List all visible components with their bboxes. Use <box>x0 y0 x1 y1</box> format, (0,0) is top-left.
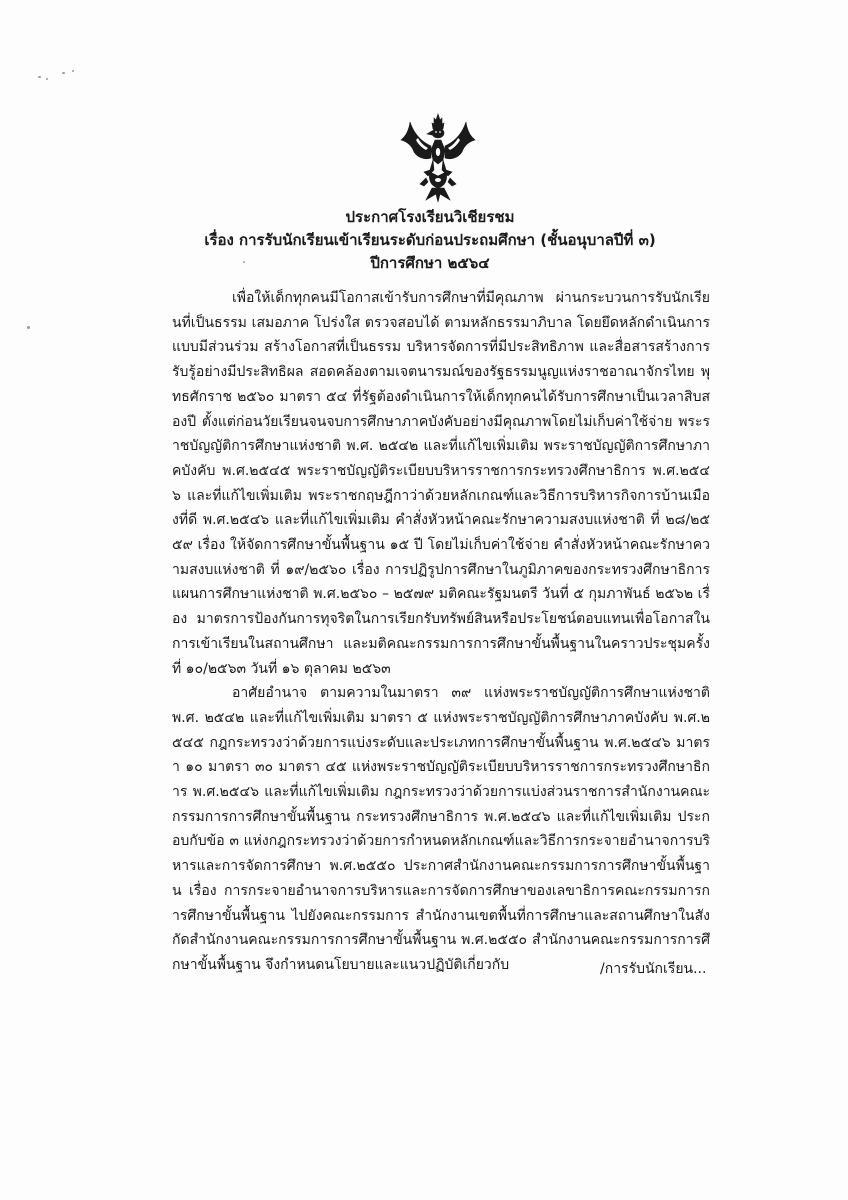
scan-speck <box>27 326 30 329</box>
body-paragraph-2: อาศัยอำนาจ ตามความในมาตรา ๓๙ แห่งพระราชบัญญัติการศึกษาแห่งชาติ พ.ศ. ๒๕๔๒ และที่แก้ไขเพิ่มเติม มาตรา ๕ แห่งพระราชบัญญัติการศึกษาภาคบังคับ พ.ศ.๒๕๔๕ กฎกระทรวงว่าด้วยการแบ่งระดับและประเภทการศึกษาขั้นพื้นฐาน พ.ศ.๒๕๔๖ มาตรา ๑๐ มาตรา ๓๐ มาตรา ๔๕ แห่งพระราชบัญญัติระเบียบบริหารราชการกระทรวงศึกษาธิการ พ.ศ.๒๕๔๖ และที่แก้ไขเพิ่มเติม กฎกระทรวงว่าด้วยการแบ่งส่วนราชการสำนักงานคณะกรรมการการศึกษาขั้นพื้นฐาน กระทรวงศึกษาธิการ พ.ศ.๒๕๔๖ และที่แก้ไขเพิ่มเติม ประกอบกับข้อ ๓ แห่งกฎกระทรวงว่าด้วยการกำหนดหลักเกณฑ์และวิธีการกระจายอำนาจการบริหารและการจัดการศึกษา พ.ศ.๒๕๕๐ ประกาศสำนักงานคณะกรรมการการศึกษาขั้นพื้นฐาน เรื่อง การกระจายอำนาจการบริหารและการจัดการศึกษาของเลขาธิการคณะกรรมการการศึกษาขั้นพื้นฐาน ไปยังคณะกรรมการ สำนักงานเขตพื้นที่การศึกษาและสถานศึกษาในสังกัดสำนักงานคณะกรรมการการศึกษาขั้นพื้นฐาน พ.ศ.๒๕๕๐ สำนักงานคณะกรรมการการศึกษาขั้นพื้นฐาน จึงกำหนดนโยบายและแนวปฏิบัติเกี่ยวกับ <box>172 685 710 973</box>
body-paragraph-1: เพื่อให้เด็กทุกคนมีโอกาสเข้ารับการศึกษาที่มีคุณภาพ ผ่านกระบวนการรับนักเรียนที่เป็นธรรม เสมอภาค โปร่งใส ตรวจสอบได้ ตามหลักธรรมาภิบาล โดยยึดหลักดำเนินการแบบมีส่วนร่วม สร้างโอกาสที่เป็นธรรม บริหารจัดการที่มีประสิทธิภาพ และสื่อสารสร้างการรับรู้อย่างมีประสิทธิผล สอดคล้องตามเจตนารมณ์ของรัฐธรรมนูญแห่งราชอาณาจักรไทย พุทธศักราช ๒๕๖๐ มาตรา ๕๔ ที่รัฐต้องดำเนินการให้เด็กทุกคนได้รับการศึกษาเป็นเวลาสิบสองปี ตั้งแต่ก่อนวัยเรียนจนจบการศึกษาภาคบังคับอย่างมีคุณภาพโดยไม่เก็บค่าใช้จ่าย พระราชบัญญัติการศึกษาแห่งชาติ พ.ศ. ๒๕๔๒ และที่แก้ไขเพิ่มเติม พระราชบัญญัติการศึกษาภาคบังคับ พ.ศ.๒๕๔๕ พระราชบัญญัติระเบียบบริหารราชการกระทรวงศึกษาธิการ พ.ศ.๒๕๔๖ และที่แก้ไขเพิ่มเติม พระราชกฤษฎีกาว่าด้วยหลักเกณฑ์และวิธีการบริหารกิจการบ้านเมืองที่ดี พ.ศ.๒๕๔๖ และที่แก้ไขเพิ่มเติม คำสั่งหัวหน้าคณะรักษาความสงบแห่งชาติ ที่ ๒๘/๒๕๕๙ เรื่อง ให้จัดการศึกษาขั้นพื้นฐาน ๑๕ ปี โดยไม่เก็บค่าใช้จ่าย คำสั่งหัวหน้าคณะรักษาความสงบแห่งชาติ ที่ ๑๙/๒๕๖๐ เรื่อง การปฏิรูปการศึกษาในภูมิภาคของกระทรวงศึกษาธิการ แผนการศึกษาแห่งชาติ พ.ศ.๒๕๖๐ – ๒๕๗๙ มติคณะรัฐมนตรี วันที่ ๕ กุมภาพันธ์ ๒๕๖๒ เรื่อง มาตรการป้องกันการทุจริตในการเรียกรับทรัพย์สินหรือประโยชน์ตอบแทนเพื่อโอกาสในการเข้าเรียนในสถานศึกษา และมติคณะกรรมการการศึกษาขั้นพื้นฐานในคราวประชุมครั้งที่ ๑๐/๒๕๖๓ วันที่ ๑๖ ตุลาคม ๒๕๖๓ <box>172 290 710 677</box>
scan-speck <box>46 78 48 80</box>
scan-speck <box>62 72 65 74</box>
announcement-heading <box>160 206 700 275</box>
garuda-emblem-icon <box>398 112 478 204</box>
scan-speck <box>72 70 74 72</box>
page-continuation-note: /การรับนักเรียน... <box>600 961 707 977</box>
announcement-subject: เรื่อง การรับนักเรียนเข้าเรียนระดับก่อนประถมศึกษา (ชั้นอนุบาลปีที่ ๓) <box>204 231 656 249</box>
announcement-body <box>172 286 710 978</box>
school-announcement-title: ประกาศโรงเรียนวิเชียรชม <box>345 208 515 226</box>
academic-year: ปีการศึกษา ๒๕๖๔ <box>370 254 490 272</box>
scan-speck <box>38 76 41 78</box>
